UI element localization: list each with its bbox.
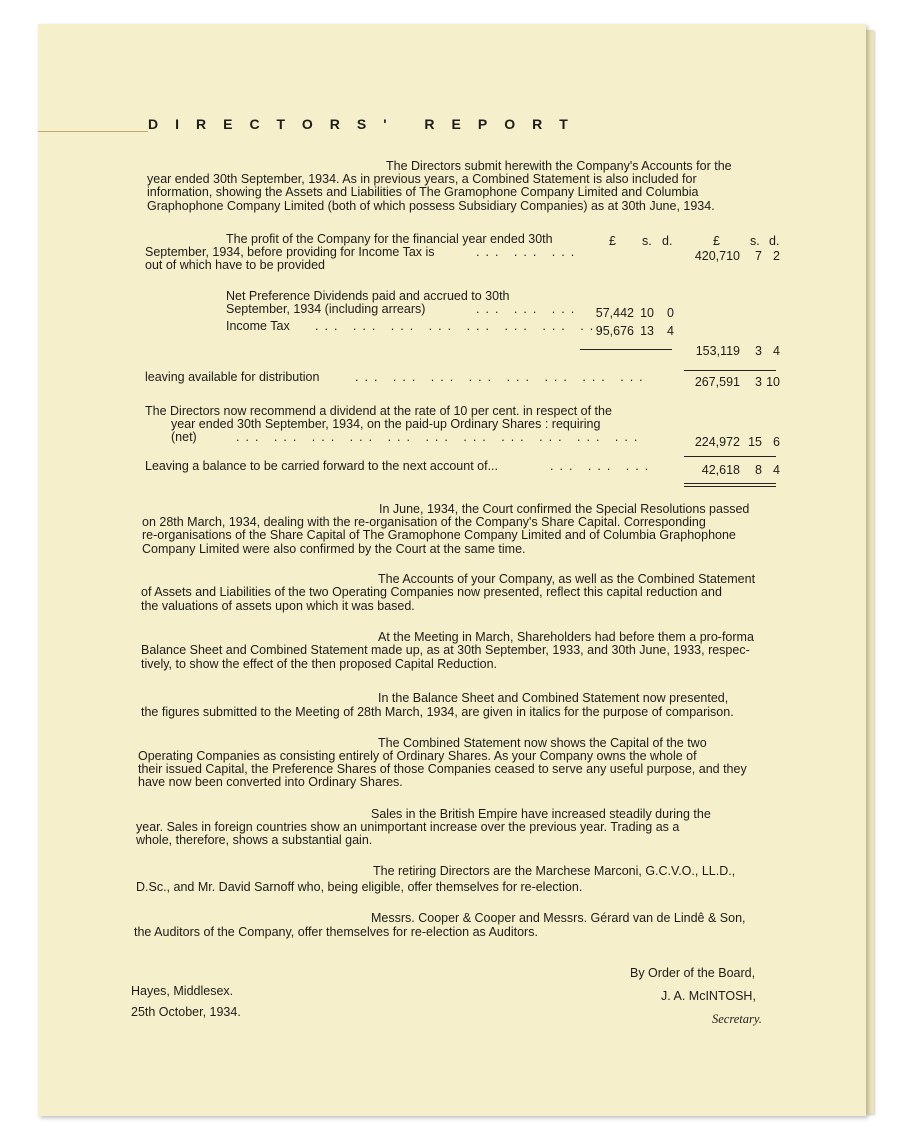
accounts-line: the valuations of assets upon which it was based.	[141, 599, 415, 613]
profit-pounds: 420,710	[694, 249, 740, 263]
intro-line: The Directors submit herewith the Company's Accounts for the	[386, 159, 732, 173]
balance-label: Leaving a balance to be carried forward to the next account of...	[145, 459, 498, 473]
deductions-total-pounds: 153,119	[695, 344, 740, 358]
combined-line: their issued Capital, the Preference Shares of those Companies ceased to serve any useful purpose, and they	[138, 762, 747, 776]
balance-pence: 4	[773, 463, 780, 477]
pref-shillings: 10	[640, 306, 654, 320]
balance-pounds: 42,618	[701, 463, 740, 477]
heading-rule	[38, 131, 148, 132]
directors-line: The retiring Directors are the Marchese Marconi, G.C.V.O., LL.D.,	[373, 864, 736, 878]
combined-line: Operating Companies as consisting entirely of Ordinary Shares. As your Company owns the whole of	[138, 749, 697, 763]
profit-line: out of which have to be provided	[145, 258, 325, 272]
col-header-pence: d.	[662, 234, 673, 248]
dividend-pence: 6	[773, 435, 780, 449]
deduction-line: September, 1934 (including arrears)	[226, 302, 426, 316]
col-header-pounds: £	[609, 234, 616, 248]
court-line: In June, 1934, the Court confirmed the Special Resolutions passed	[379, 502, 750, 516]
available-pence: 10	[766, 375, 780, 389]
dividend-shillings: 15	[748, 435, 762, 449]
dividend-line: The Directors now recommend a dividend at the rate of 10 per cent. in respect of the	[145, 404, 612, 418]
page-title: DIRECTORS' REPORT	[148, 116, 585, 132]
total-rule	[684, 456, 776, 457]
profit-shillings: 7	[755, 249, 762, 263]
combined-line: have now been converted into Ordinary Shares.	[138, 775, 403, 789]
profit-line: The profit of the Company for the financial year ended 30th	[226, 232, 553, 246]
deductions-total-shillings: 3	[755, 344, 762, 358]
intro-line: year ended 30th September, 1934. As in previous years, a Combined Statement is also included for	[147, 172, 697, 186]
accounts-line: The Accounts of your Company, as well as the Combined Statement	[378, 572, 756, 586]
dividend-line: year ended 30th September, 1934, on the paid-up Ordinary Shares : requiring	[171, 417, 601, 431]
sales-line: Sales in the British Empire have increased steadily during the	[371, 807, 711, 821]
dividend-line: (net)	[171, 430, 197, 444]
court-line: Company Limited were also confirmed by the Court at the same time.	[142, 542, 526, 556]
tax-shillings: 13	[640, 324, 654, 338]
deduction-line: Income Tax	[226, 319, 290, 333]
dividend-pounds: 224,972	[694, 435, 740, 449]
page-edge	[866, 30, 874, 1114]
signature-title: Secretary.	[712, 1012, 762, 1026]
intro-line: information, showing the Assets and Liabilities of The Gramophone Company Limited and Columbia	[147, 185, 699, 199]
intro-line: Graphophone Company Limited (both of which possess Subsidiary Companies) as at 30th June, 1934.	[147, 199, 715, 213]
footer-place: Hayes, Middlesex.	[131, 984, 234, 998]
subtotal-rule	[580, 349, 672, 350]
available-pounds: 267,591	[694, 375, 740, 389]
footer-date: 25th October, 1934.	[131, 1005, 241, 1019]
court-line: re-organisations of the Share Capital of The Gramophone Company Limited and of Columbia Graphophone	[142, 528, 736, 542]
pref-pence: 0	[667, 306, 674, 320]
total-rule	[684, 370, 776, 371]
auditors-line: Messrs. Cooper & Cooper and Messrs. Gérard van de Lindê & Son,	[371, 911, 746, 925]
meeting-line: tively, to show the effect of the then proposed Capital Reduction.	[141, 657, 498, 671]
balance-sheet-line: In the Balance Sheet and Combined Statement now presented,	[378, 691, 729, 705]
signature-order: By Order of the Board,	[630, 966, 756, 980]
combined-line: The Combined Statement now shows the Capital of the two	[378, 736, 707, 750]
col-header-shillings: s.	[642, 234, 652, 248]
profit-line: September, 1934, before providing for Income Tax is	[145, 245, 435, 259]
sales-line: year. Sales in foreign countries show an unimportant increase over the previous year. Trading as a	[136, 820, 680, 834]
directors-line: D.Sc., and Mr. David Sarnoff who, being eligible, offer themselves for re-election.	[136, 880, 583, 894]
sales-line: whole, therefore, shows a substantial gain.	[136, 833, 373, 847]
pref-pounds: 57,442	[595, 306, 634, 320]
court-line: on 28th March, 1934, dealing with the re-organisation of the Company's Share Capital. Corresponding	[142, 515, 706, 529]
double-rule	[684, 483, 776, 484]
balance-shillings: 8	[755, 463, 762, 477]
col-header-pounds: £	[713, 234, 720, 248]
tax-pounds: 95,676	[595, 324, 634, 338]
meeting-line: At the Meeting in March, Shareholders had before them a pro-forma	[378, 630, 754, 644]
meeting-line: Balance Sheet and Combined Statement made up, as at 30th September, 1933, and 30th June, 1933, respec-	[141, 643, 750, 657]
col-header-shillings: s.	[750, 234, 760, 248]
available-shillings: 3	[755, 375, 762, 389]
available-label: leaving available for distribution	[145, 370, 320, 384]
col-header-pence: d.	[769, 234, 780, 248]
profit-pence: 2	[773, 249, 780, 263]
double-rule	[684, 486, 776, 487]
accounts-line: of Assets and Liabilities of the two Operating Companies now presented, reflect this capital reduction and	[141, 585, 722, 599]
deductions-total-pence: 4	[773, 344, 780, 358]
signature-name: J. A. McINTOSH,	[661, 989, 756, 1003]
balance-sheet-line: the figures submitted to the Meeting of 28th March, 1934, are given in italics for the purpose of comparison.	[141, 705, 734, 719]
auditors-line: the Auditors of the Company, offer themselves for re-election as Auditors.	[134, 925, 538, 939]
tax-pence: 4	[667, 324, 674, 338]
deduction-line: Net Preference Dividends paid and accrued to 30th	[226, 289, 510, 303]
